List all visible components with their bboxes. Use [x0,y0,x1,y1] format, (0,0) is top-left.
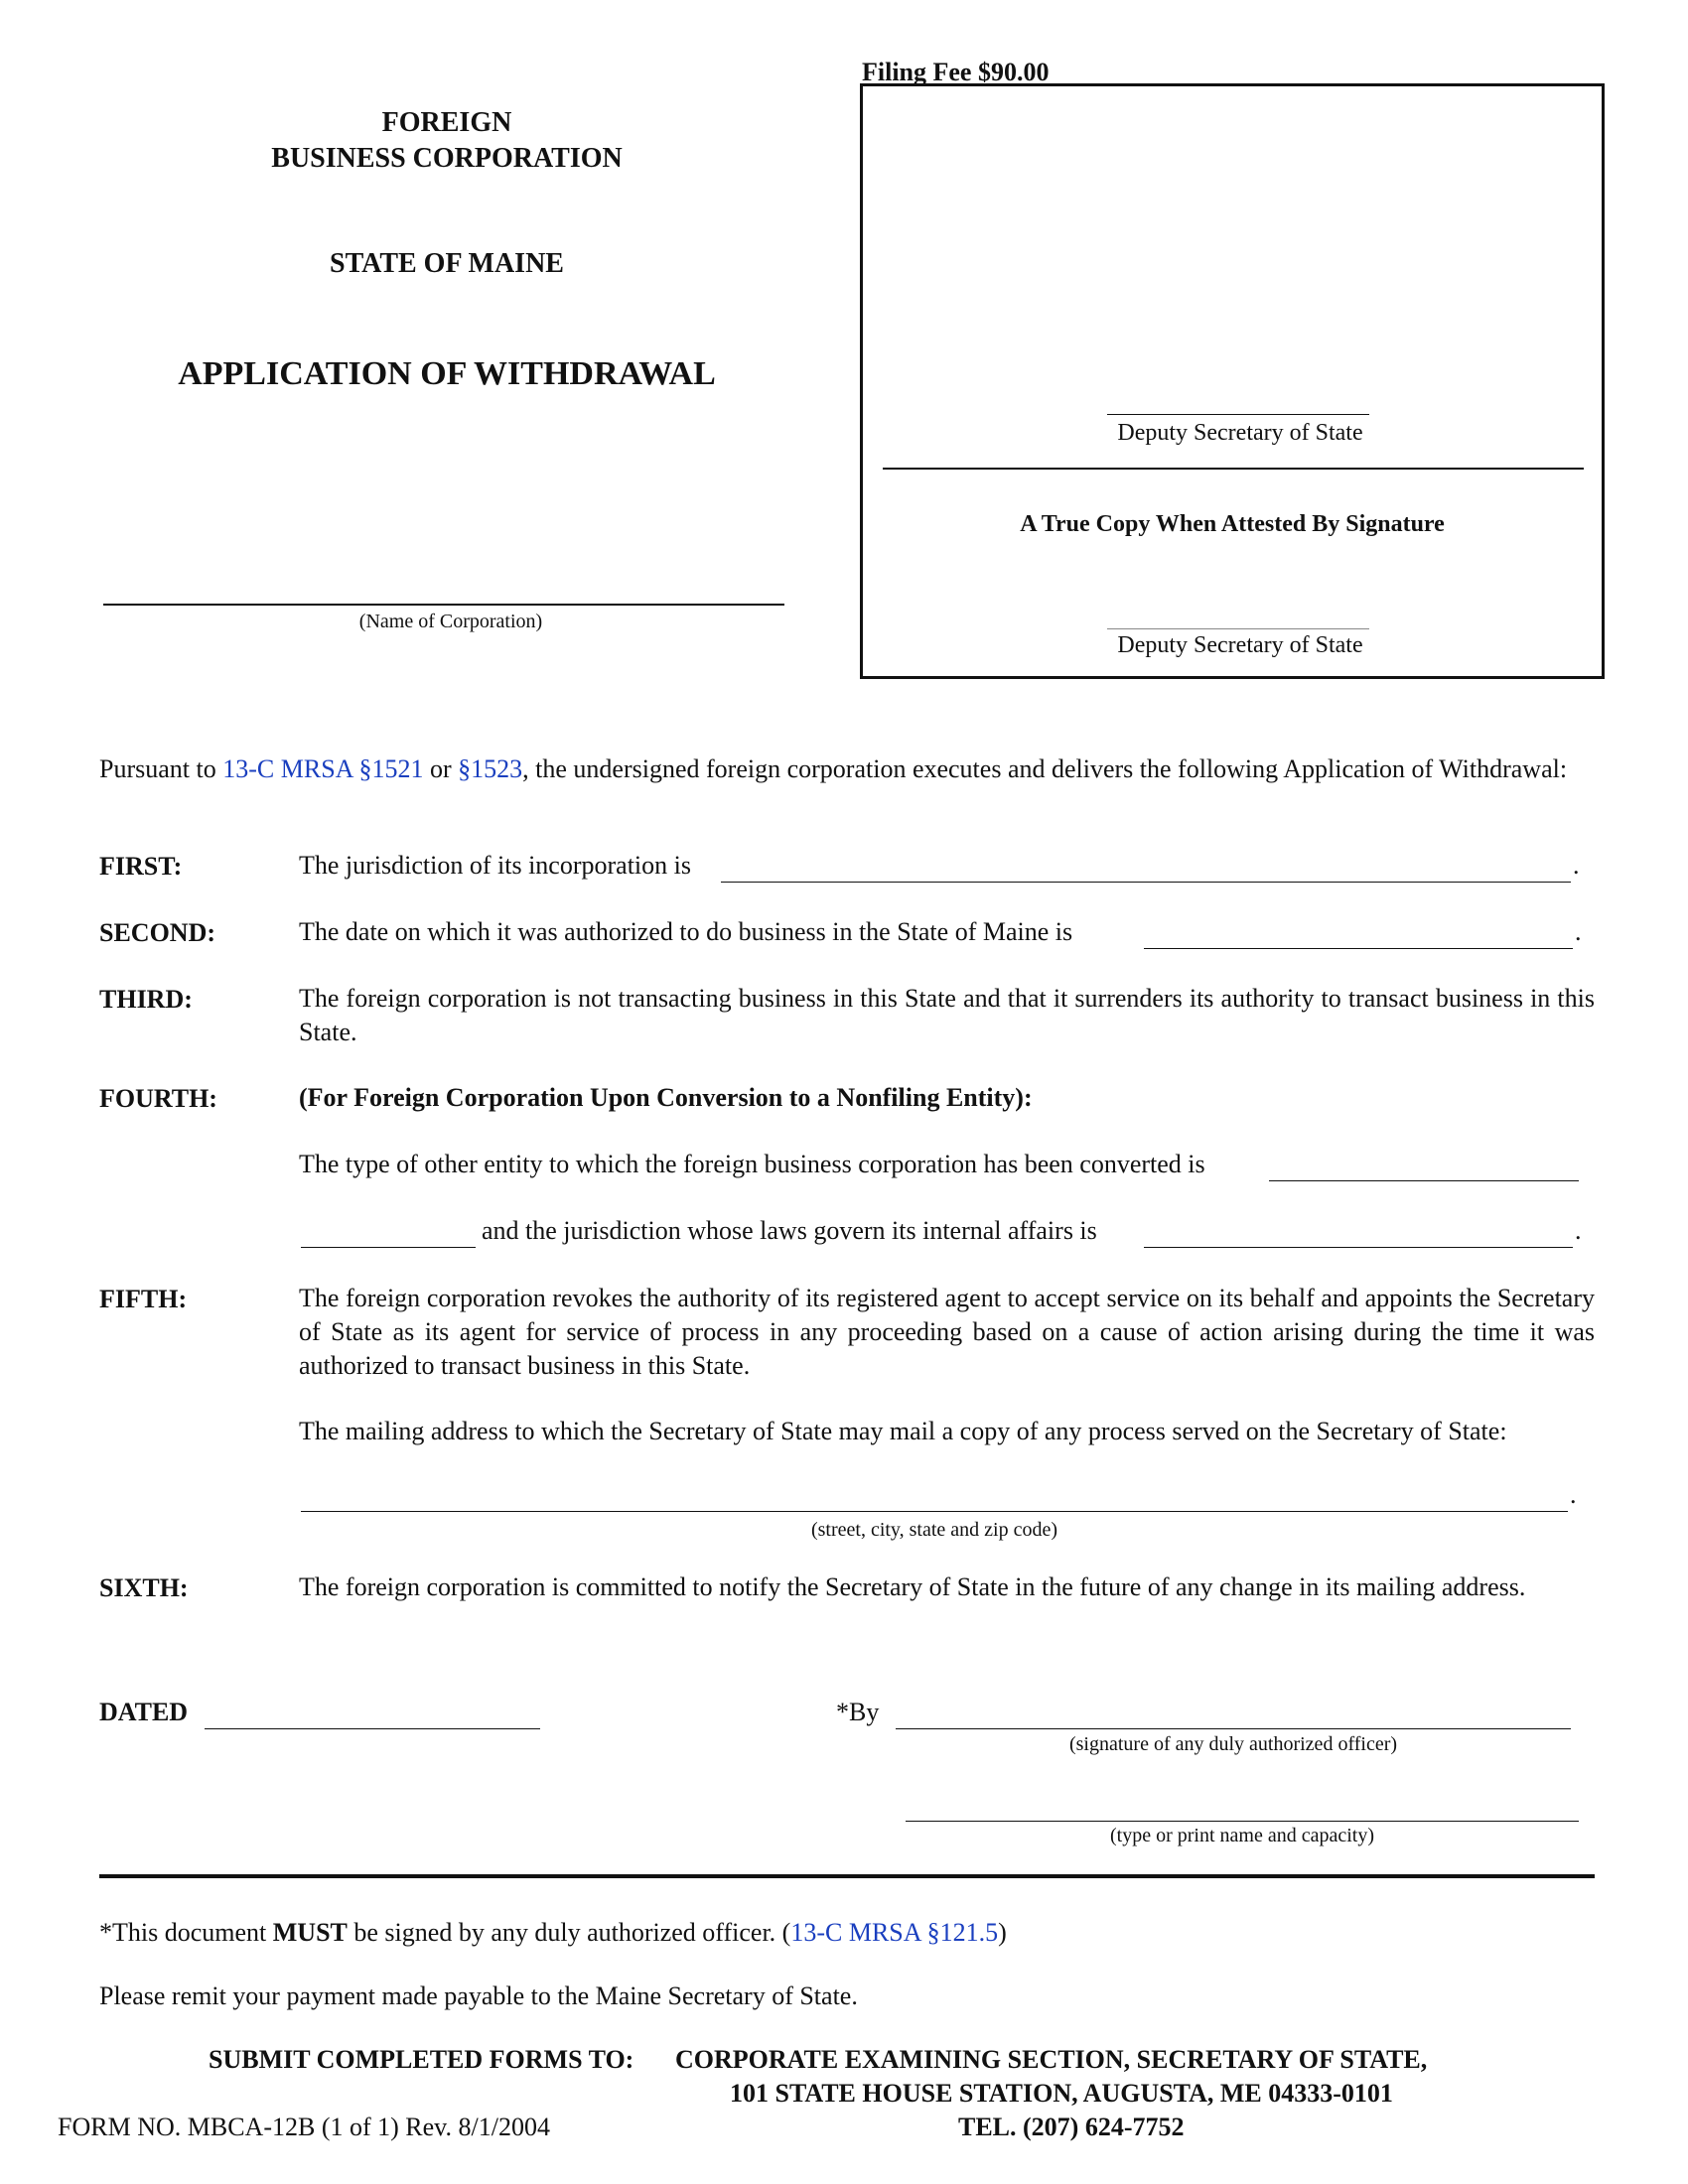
article-fourth-label: FOURTH: [99,1084,217,1113]
officer-signature-field[interactable] [896,1728,1571,1729]
true-copy-label: A True Copy When Attested By Signature [1020,511,1445,537]
officer-signature-caption: (signature of any duly authorized officer) [1068,1733,1398,1755]
page-title: APPLICATION OF WITHDRAWAL [178,355,716,392]
deputy-caption-1: Deputy Secretary of State [1117,420,1363,446]
article-third-text: The foreign corporation is not transacting business in this State and that it surrenders its authority to transact business in this State. [299,984,1595,1046]
dated-field[interactable] [205,1728,540,1729]
period: . [1570,1480,1577,1509]
authorization-date-field[interactable] [1144,948,1573,949]
period: . [1575,917,1582,946]
payment-instruction: Please remit your payment made payable to the Maine Secretary of State. [99,1981,858,2010]
period: . [1573,851,1580,880]
mailing-address-field[interactable] [301,1511,1568,1512]
form-category-title [149,105,745,177]
article-first-label: FIRST: [99,852,183,881]
article-fifth-text: The foreign corporation revokes the authority of its registered agent to accept service on its behalf and appoints the Secretary of State as its agent for service of process in any proceeding based on a cause of action arising during the time it was authorized to transact business in this State. [299,1284,1595,1380]
article-first-text: The jurisdiction of its incorporation is [299,851,691,880]
article-second-label: SECOND: [99,918,216,947]
state-name: STATE OF MAINE [330,248,564,279]
mailing-address-caption: (street, city, state and zip code) [810,1519,1058,1541]
statute-link-1523[interactable]: §1523 [458,754,523,783]
title-line-1: FOREIGN [381,107,512,138]
converted-entity-type-field[interactable] [1269,1180,1579,1181]
article-second-text: The date on which it was authorized to do business in the State of Maine is [299,917,1073,946]
title-line-2: BUSINESS CORPORATION [271,143,623,174]
box-divider [883,468,1584,470]
dated-label: DATED [99,1698,189,1726]
deputy-caption-2: Deputy Secretary of State [1117,632,1363,658]
submit-address-line-2: 101 STATE HOUSE STATION, AUGUSTA, ME 04333-0101 [730,2079,1393,2108]
note-close: ) [998,1918,1007,1947]
article-sixth-label: SIXTH: [99,1573,189,1602]
submit-label: SUBMIT COMPLETED FORMS TO: [209,2045,634,2074]
period: . [1575,1216,1582,1245]
submit-address-line-1: CORPORATE EXAMINING SECTION, SECRETARY OF STATE, [675,2045,1428,2074]
deputy-signature-line-1 [1107,414,1369,415]
filing-fee: Filing Fee $90.00 [862,58,1050,86]
statute-link-121-5[interactable]: 13-C MRSA §121.5 [790,1918,999,1947]
article-sixth-text: The foreign corporation is committed to notify the Secretary of State in the future of any change in its mailing address. [299,1572,1526,1601]
note-emphasis: MUST [272,1918,348,1947]
intro-paragraph [99,752,1595,786]
corporation-name-field[interactable] [103,604,784,606]
section-divider [99,1874,1595,1878]
governing-jurisdiction-field[interactable] [1144,1247,1573,1248]
intro-text-mid: or [423,754,459,783]
article-third-label: THIRD: [99,985,193,1014]
article-fourth-heading: (For Foreign Corporation Upon Conversion to a Nonfiling Entity): [299,1083,1033,1112]
article-fifth-label: FIFTH: [99,1285,188,1313]
officer-name-field[interactable] [906,1821,1579,1822]
jurisdiction-field[interactable] [721,882,1571,883]
corporation-name-caption: (Name of Corporation) [358,611,543,632]
intro-text-pre: Pursuant to [99,754,223,783]
form-number: FORM NO. MBCA-12B (1 of 1) Rev. 8/1/2004 [58,2113,550,2141]
note-text-post: be signed by any duly authorized officer. ( [347,1918,791,1947]
filing-stamp-box [860,83,1605,679]
note-text-pre: *This document [99,1918,273,1947]
signature-requirement-note [99,1916,1007,1950]
intro-text-post: , the undersigned foreign corporation executes and delivers the following Application of Withdrawal: [522,754,1568,783]
deputy-signature-line-2 [1107,628,1369,629]
submit-telephone: TEL. (207) 624-7752 [958,2113,1185,2141]
article-fourth-text-1: The type of other entity to which the foreign business corporation has been converted is [299,1150,1205,1178]
officer-name-caption: (type or print name and capacity) [1110,1825,1374,1846]
article-fifth-mailing-text: The mailing address to which the Secretary of State may mail a copy of any process served on the Secretary of State: [299,1417,1507,1445]
by-label: *By [836,1698,880,1726]
statute-link-1521[interactable]: 13-C MRSA §1521 [222,754,424,783]
converted-entity-type-field-cont[interactable] [301,1247,476,1248]
article-fourth-text-2: and the jurisdiction whose laws govern its internal affairs is [482,1216,1097,1245]
